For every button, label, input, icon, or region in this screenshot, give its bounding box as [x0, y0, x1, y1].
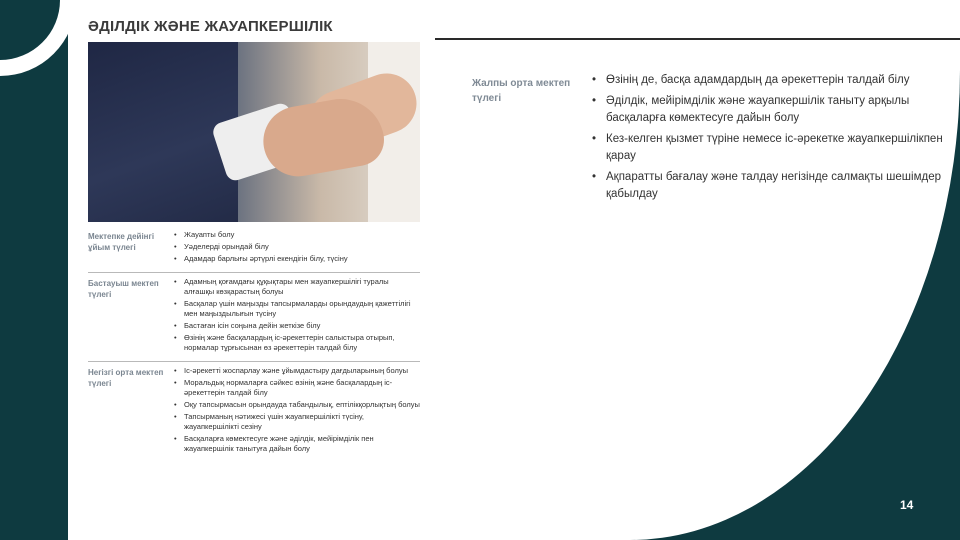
list-item: • Іс-әрекетті жоспарлау және ұйымдастыру дағдыларының болуы [174, 366, 408, 375]
table-row [88, 362, 420, 462]
list-item: • Бастаған ісін соңына дейін жеткізе білу [174, 321, 321, 330]
bullet-icon: • [592, 95, 597, 107]
bullet-icon: • [174, 242, 177, 251]
list-item: • Өзінің де, басқа адамдардың да әрекеттерін талдай білу [592, 72, 952, 89]
stage-bullets [174, 276, 420, 355]
bullet-icon: • [592, 74, 597, 86]
bullet-icon: • [592, 133, 597, 145]
list-item: • Тапсырманың нәтижесі үшін жауапкершілікті түсіну, жауапкершілікті сезіну [174, 412, 364, 431]
list-item: • Ақпаратты бағалау және талдау негізінде салмақты шешімдер қабылдау [592, 169, 952, 203]
stage-label-upper-secondary: Жалпы орта мектеп түлегі [472, 78, 571, 104]
bullet-icon: • [174, 333, 177, 342]
bullet-icon: • [174, 299, 177, 308]
bullet-icon: • [592, 171, 597, 183]
bullet-icon: • [174, 434, 177, 443]
list-item: • Басқаларға көмектесуге және әділдік, мейірімділік пен жауапкершілік танытуға дайын болу [174, 434, 374, 453]
list-item: • Моральдық нормаларға сәйкес өзінің және басқалардың іс-әрекеттерін талдай білу [174, 378, 393, 397]
stage-bullets [174, 229, 420, 266]
bullet-icon: • [174, 378, 177, 387]
stage-bullets [174, 365, 420, 456]
stage-label: Бастауыш мектеп түлегі [88, 279, 159, 299]
list-item: • Адамдар барлығы әртүрлі екендігін білу, түсіну [174, 254, 348, 263]
list-item: • Кез-келген қызмет түріне немесе іс-әрекетке жауапкершілікпен қарау [592, 131, 952, 165]
table-row [88, 226, 420, 273]
bullet-icon: • [174, 366, 177, 375]
bullet-icon: • [174, 254, 177, 263]
list-item: • Оқу тапсырмасын орындауда табандылық, ептілікқорлықтың болуы [174, 400, 420, 409]
list-item: • Басқалар үшін маңызды тапсырмаларды орындаудың қажеттілігі мен маңыздылығын түсіну [174, 299, 411, 318]
list-item: • Адамның қоғамдағы құқықтары мен жауапкершілігі туралы алғашқы көзқарастың болуы [174, 277, 389, 296]
stage-label: Негізгі орта мектеп түлегі [88, 368, 164, 388]
handshake-photo [88, 42, 420, 222]
list-item: • Жауапты болу [174, 230, 235, 239]
slide-title: ӘДІЛДІК ЖӘНЕ ЖАУАПКЕРШІЛІК [88, 18, 333, 35]
page-number: 14 [900, 498, 914, 512]
stages-table [88, 226, 420, 462]
list-item: • Уәделерді орындай білу [174, 242, 269, 251]
list-item: • Өзінің және басқалардың іс-әрекеттерін салыстыра отырып, нормалар тұрғысынан өз әрекеттерін талдай білу [174, 333, 395, 352]
table-row [88, 273, 420, 362]
bullet-icon: • [174, 230, 177, 239]
bullet-icon: • [174, 321, 177, 330]
bullet-icon: • [174, 412, 177, 421]
list-item: • Әділдік, мейірімділік және жауапкершілік таныту арқылы басқаларға көмектесуге дайын болу [592, 93, 952, 127]
stage-label: Мектепке дейінгі ұйым түлегі [88, 232, 155, 252]
title-divider [435, 38, 960, 40]
upper-secondary-bullets [592, 72, 952, 207]
bullet-icon: • [174, 400, 177, 409]
bullet-icon: • [174, 277, 177, 286]
